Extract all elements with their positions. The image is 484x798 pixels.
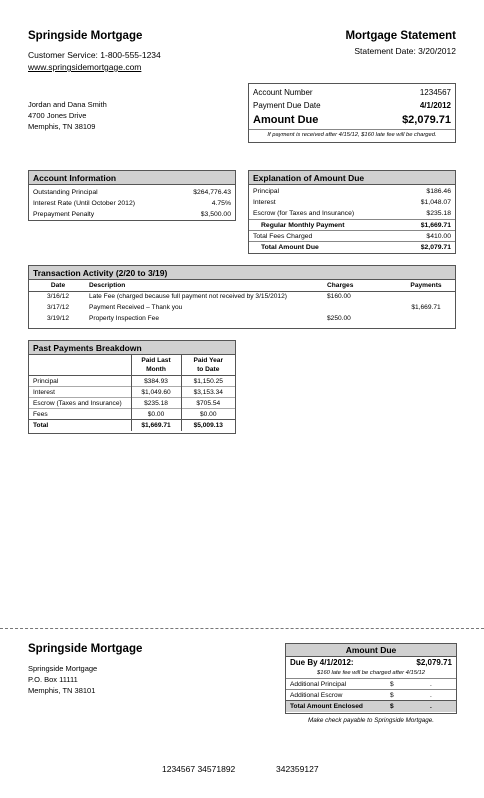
- tx-description: Late Fee (charged because full payment not received by 3/15/2012): [89, 293, 287, 301]
- recipient-city: Memphis, TN 38109: [28, 122, 96, 131]
- coupon-amount-title: Amount Due: [286, 644, 456, 657]
- explanation-label: Interest: [253, 199, 276, 206]
- total-enclosed-row: [286, 700, 456, 712]
- table-row: [29, 313, 455, 324]
- col-paid-year-to-date: [181, 355, 235, 376]
- additional-principal-label: Additional Principal: [290, 681, 347, 688]
- past-label: Fees: [29, 409, 131, 420]
- coupon-company-name: Springside Mortgage: [28, 643, 143, 655]
- transaction-table: [29, 280, 455, 324]
- website-link[interactable]: www.springsidemortgage.com: [28, 62, 142, 72]
- explanation-label: Principal: [253, 188, 280, 195]
- past-payments-table: [29, 355, 235, 431]
- payment-due-row: [249, 99, 455, 112]
- payable-note: Make check payable to Springside Mortgage.: [307, 717, 434, 724]
- past-ytd: $5,009.13: [193, 421, 223, 429]
- col-date: Date: [50, 281, 66, 289]
- account-number-label: Account Number: [253, 88, 313, 97]
- dollar-sign: $: [390, 681, 394, 688]
- account-info-label: Prepayment Penalty: [33, 211, 95, 218]
- col-description: Description: [89, 281, 126, 289]
- explanation-row: [249, 186, 455, 197]
- account-info-value: 4.75%: [211, 200, 231, 207]
- table-row: [29, 302, 455, 313]
- regular-payment-row: [249, 219, 455, 230]
- table-row: [29, 376, 235, 387]
- past-month: $1,049.60: [131, 387, 181, 398]
- tx-date: 3/17/12: [47, 304, 69, 311]
- table-row: [29, 291, 455, 302]
- tx-date: 3/16/12: [47, 293, 69, 301]
- coupon-late-note: $160 late fee will be charged after 4/15/12: [317, 670, 425, 676]
- table-row: [29, 387, 235, 398]
- table-row: [29, 420, 235, 431]
- col-paid-last-month-line1: Paid Last: [141, 357, 171, 364]
- past-label: Escrow (Taxes and Insurance): [29, 398, 131, 409]
- tx-description: Property Inspection Fee: [89, 315, 160, 322]
- account-info-row: [29, 187, 235, 198]
- recipient-name: Jordan and Dana Smith: [28, 100, 107, 109]
- decimal-point: .: [430, 703, 432, 710]
- account-info-value: $3,500.00: [200, 211, 231, 218]
- company-name: Springside Mortgage: [28, 30, 143, 42]
- account-number-row: [249, 86, 455, 99]
- coupon-address-line2: P.O. Box 11111: [28, 675, 78, 684]
- coupon-due-label: Due By 4/1/2012:: [290, 658, 354, 667]
- tx-date: 3/19/12: [47, 315, 69, 322]
- micr-line-2: 342359127: [276, 764, 319, 774]
- past-ytd: $1,150.25: [193, 377, 223, 385]
- explanation-title: Explanation of Amount Due: [249, 171, 455, 185]
- fees-label: Total Fees Charged: [253, 233, 313, 240]
- transaction-activity-box: [28, 265, 456, 329]
- past-label: Principal: [29, 376, 131, 387]
- coupon-due-row: [286, 657, 456, 669]
- coupon-address-line3: Memphis, TN 38101: [28, 686, 96, 695]
- regular-payment-value: $1,669.71: [420, 222, 451, 229]
- additional-principal-row: [286, 678, 456, 689]
- account-info-label: Interest Rate (Until October 2012): [33, 200, 135, 207]
- explanation-value: $235.18: [426, 210, 451, 217]
- account-information-title: Account Information: [29, 171, 235, 185]
- account-info-label: Outstanding Principal: [33, 189, 98, 196]
- fees-value: $410.00: [426, 233, 451, 240]
- dollar-sign: $: [390, 692, 394, 699]
- amount-due-label: Amount Due: [253, 114, 319, 126]
- account-information-box: [28, 170, 236, 221]
- account-number-value: 1234567: [419, 88, 451, 97]
- explanation-value: $1,048.07: [420, 199, 451, 206]
- total-enclosed-label: Total Amount Enclosed: [290, 703, 363, 710]
- col-charges: Charges: [327, 281, 354, 289]
- decimal-point: .: [430, 681, 432, 688]
- coupon-due-value: $2,079.71: [416, 658, 452, 667]
- micr-line-1: 1234567 34571892: [162, 764, 236, 774]
- coupon-address-line1: Springside Mortgage: [28, 664, 98, 673]
- tx-payments: [397, 313, 455, 324]
- past-label: Total: [29, 420, 131, 431]
- past-payments-box: [28, 340, 236, 434]
- tx-charges: $250.00: [327, 315, 351, 322]
- past-month: $235.18: [131, 398, 181, 409]
- total-due-label: Total Amount Due: [261, 244, 319, 251]
- col-payments: Payments: [410, 281, 442, 289]
- table-row: [29, 409, 235, 420]
- amount-due-value: $2,079.71: [402, 114, 451, 126]
- tear-off-line: [0, 628, 484, 629]
- tx-charges: $160.00: [327, 293, 351, 301]
- past-ytd: $705.54: [196, 399, 221, 407]
- col-paid-last-month: [131, 355, 181, 376]
- late-fee-note: If payment is received after 4/15/12, $160 late fee will be charged.: [249, 129, 455, 139]
- decimal-point: .: [430, 692, 432, 699]
- transaction-activity-title: Transaction Activity (2/20 to 3/19): [29, 266, 455, 280]
- total-due-value: $2,079.71: [420, 244, 451, 251]
- explanation-label: Escrow (for Taxes and Insurance): [253, 210, 355, 217]
- past-month: $1,669.71: [131, 420, 181, 431]
- explanation-row: [249, 208, 455, 219]
- account-info-row: [29, 198, 235, 209]
- tx-payments: $1,669.71: [411, 304, 441, 311]
- additional-escrow-label: Additional Escrow: [290, 692, 343, 699]
- statement-title: Mortgage Statement: [345, 30, 456, 42]
- past-ytd: $0.00: [199, 410, 217, 418]
- fees-row: [249, 230, 455, 241]
- statement-date: Statement Date: 3/20/2012: [354, 46, 456, 56]
- col-paid-ytd-line1: Paid Year: [193, 357, 224, 364]
- tx-description: Payment Received – Thank you: [89, 304, 183, 311]
- additional-escrow-row: [286, 689, 456, 700]
- total-due-row: [249, 241, 455, 252]
- coupon-amount-box: [285, 643, 457, 714]
- regular-payment-label: Regular Monthly Payment: [261, 222, 345, 229]
- tx-charges: [327, 302, 397, 313]
- dollar-sign: $: [390, 703, 394, 710]
- past-payments-title: Past Payments Breakdown: [29, 341, 235, 355]
- col-paid-last-month-line2: Month: [146, 366, 166, 373]
- table-row: [29, 398, 235, 409]
- payment-due-label: Payment Due Date: [253, 101, 321, 110]
- past-ytd: $3,153.34: [193, 388, 223, 396]
- tx-payments: [397, 291, 455, 302]
- account-info-row: [29, 209, 235, 220]
- account-summary-box: [248, 83, 456, 143]
- past-month: $0.00: [131, 409, 181, 420]
- amount-due-row: [249, 112, 455, 129]
- past-month: $384.93: [131, 376, 181, 387]
- past-label: Interest: [29, 387, 131, 398]
- payment-due-value: 4/1/2012: [419, 101, 451, 110]
- explanation-row: [249, 197, 455, 208]
- explanation-box: [248, 170, 456, 254]
- explanation-value: $186.46: [426, 188, 451, 195]
- account-info-value: $264,776.43: [193, 189, 231, 196]
- customer-service: Customer Service: 1-800-555-1234: [28, 50, 161, 60]
- col-paid-ytd-line2: to Date: [197, 366, 220, 373]
- recipient-street: 4700 Jones Drive: [28, 111, 87, 120]
